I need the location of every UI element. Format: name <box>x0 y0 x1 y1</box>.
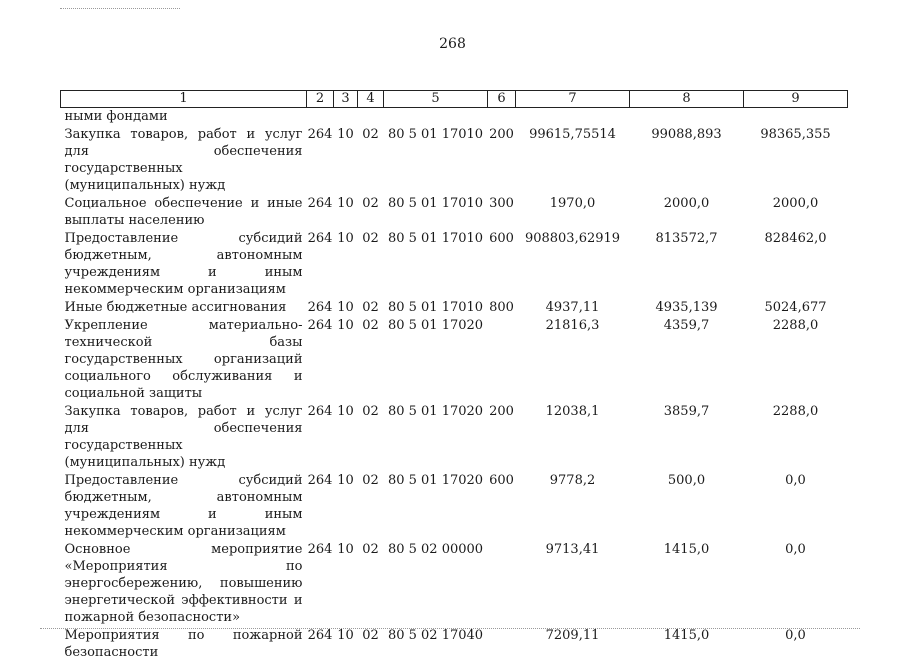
column-header: 1 <box>61 91 307 108</box>
cell-c8 <box>630 108 744 127</box>
row-name: Социальное обеспечение и иные выплаты населению <box>64 196 303 228</box>
cell-c5: 80 5 01 17020 <box>387 404 484 419</box>
cell-c4: 02 <box>362 473 379 488</box>
cell-c5: 80 5 01 17010 <box>387 196 484 211</box>
column-header: 9 <box>744 91 848 108</box>
cell-c3: 10 <box>337 404 354 419</box>
table-row <box>61 541 848 627</box>
cell-c6: 800 <box>489 300 514 315</box>
table-row <box>61 403 848 472</box>
cell-c3: 10 <box>337 300 354 315</box>
cell-c3: 10 <box>337 318 354 333</box>
cell-c5: 80 5 01 17010 <box>387 300 484 315</box>
cell-c2: 264 <box>307 127 333 142</box>
table-row <box>61 108 848 127</box>
column-header: 2 <box>307 91 334 108</box>
cell-c8: 99088,893 <box>651 127 722 142</box>
table-row <box>61 299 848 317</box>
cell-c7: 908803,62919 <box>524 231 621 246</box>
row-name: Мероприятия по пожарной безопасности <box>64 628 303 660</box>
cell-c8: 1415,0 <box>663 542 710 557</box>
budget-table <box>60 90 848 662</box>
cell-c8: 4935,139 <box>655 300 718 315</box>
row-name: Закупка товаров, работ и услуг для обеспечения государственных (муниципальных) нужд <box>64 127 303 193</box>
table-row <box>61 627 848 662</box>
cell-c3: 10 <box>337 628 354 643</box>
cell-c3: 10 <box>337 231 354 246</box>
cell-c3 <box>334 108 358 127</box>
row-name: Иные бюджетные ассигнования <box>64 300 287 315</box>
cell-c9: 2000,0 <box>772 196 819 211</box>
cell-c4: 02 <box>362 542 379 557</box>
cell-c9: 0,0 <box>785 473 806 488</box>
cell-c4: 02 <box>362 127 379 142</box>
cell-c7: 9713,41 <box>545 542 600 557</box>
cell-c9: 2288,0 <box>772 404 819 419</box>
cell-c8: 4359,7 <box>663 318 710 333</box>
cell-c9: 0,0 <box>785 628 806 643</box>
row-name: Предоставление субсидий бюджетным, автономным учреждениям и иным некоммерческим организациям <box>64 231 303 297</box>
cell-c7: 4937,11 <box>545 300 600 315</box>
cell-c6: 200 <box>489 127 514 142</box>
cell-c8: 3859,7 <box>663 404 710 419</box>
cell-c6 <box>488 108 516 127</box>
row-name: Укрепление материально-технической базы государственных организаций социального обслуживания и социальной защиты <box>64 318 303 401</box>
cell-c5: 80 5 01 17020 <box>387 473 484 488</box>
row-name: ными фондами <box>64 109 168 124</box>
table-row <box>61 195 848 230</box>
table-row <box>61 126 848 195</box>
cell-c2: 264 <box>307 404 333 419</box>
cell-c8: 1415,0 <box>663 628 710 643</box>
cell-c2: 264 <box>307 473 333 488</box>
column-header: 6 <box>488 91 516 108</box>
cell-c6 <box>488 627 516 662</box>
cell-c3: 10 <box>337 473 354 488</box>
cell-c7: 7209,11 <box>545 628 600 643</box>
cell-c3: 10 <box>337 542 354 557</box>
cell-c8: 2000,0 <box>663 196 710 211</box>
cell-c4: 02 <box>362 628 379 643</box>
cell-c8: 500,0 <box>667 473 706 488</box>
cell-c5: 80 5 01 17010 <box>387 127 484 142</box>
cell-c3: 10 <box>337 127 354 142</box>
cell-c5 <box>384 108 488 127</box>
cell-c2: 264 <box>307 231 333 246</box>
cell-c4: 02 <box>362 318 379 333</box>
cell-c6: 200 <box>489 404 514 419</box>
cell-c5: 80 5 01 17020 <box>387 318 484 333</box>
column-header: 8 <box>630 91 744 108</box>
cell-c4: 02 <box>362 404 379 419</box>
cell-c6: 300 <box>489 196 514 211</box>
cell-c9: 2288,0 <box>772 318 819 333</box>
cell-c2: 264 <box>307 542 333 557</box>
cell-c2: 264 <box>307 300 333 315</box>
table-row <box>61 317 848 403</box>
budget-table-container <box>60 90 847 662</box>
cell-c9: 98365,355 <box>760 127 831 142</box>
cell-c2: 264 <box>307 628 333 643</box>
cell-c5: 80 5 02 17040 <box>387 628 484 643</box>
cell-c7: 12038,1 <box>545 404 600 419</box>
table-header-row <box>61 91 848 108</box>
column-header: 5 <box>384 91 488 108</box>
cell-c9: 0,0 <box>785 542 806 557</box>
cell-c7 <box>516 108 630 127</box>
cell-c9: 828462,0 <box>764 231 827 246</box>
cell-c9 <box>744 108 848 127</box>
cell-c4 <box>358 108 384 127</box>
cell-c7: 21816,3 <box>545 318 600 333</box>
page-number: 268 <box>439 36 466 52</box>
cell-c7: 1970,0 <box>549 196 596 211</box>
column-header: 7 <box>516 91 630 108</box>
cell-c2: 264 <box>307 318 333 333</box>
cell-c9: 5024,677 <box>764 300 827 315</box>
row-name: Основное мероприятие «Мероприятия по энергосбережению, повышению энергетической эффективности и пожарной безопасности» <box>64 542 303 625</box>
cell-c2: 264 <box>307 196 333 211</box>
cell-c7: 99615,75514 <box>529 127 616 142</box>
cell-c8: 813572,7 <box>655 231 718 246</box>
cell-c6: 600 <box>489 473 514 488</box>
cell-c4: 02 <box>362 231 379 246</box>
column-header: 3 <box>334 91 358 108</box>
scan-artifact <box>60 8 180 9</box>
cell-c5: 80 5 02 00000 <box>387 542 484 557</box>
cell-c3: 10 <box>337 196 354 211</box>
cell-c6 <box>488 317 516 403</box>
table-row <box>61 472 848 541</box>
row-name: Предоставление субсидий бюджетным, автономным учреждениям и иным некоммерческим организациям <box>64 473 303 539</box>
cell-c4: 02 <box>362 300 379 315</box>
cell-c6: 600 <box>489 231 514 246</box>
cell-c2 <box>307 108 334 127</box>
table-row <box>61 230 848 299</box>
row-name: Закупка товаров, работ и услуг для обеспечения государственных (муниципальных) нужд <box>64 404 303 470</box>
cell-c6 <box>488 541 516 627</box>
cell-c5: 80 5 01 17010 <box>387 231 484 246</box>
column-header: 4 <box>358 91 384 108</box>
cell-c7: 9778,2 <box>549 473 596 488</box>
cell-c4: 02 <box>362 196 379 211</box>
